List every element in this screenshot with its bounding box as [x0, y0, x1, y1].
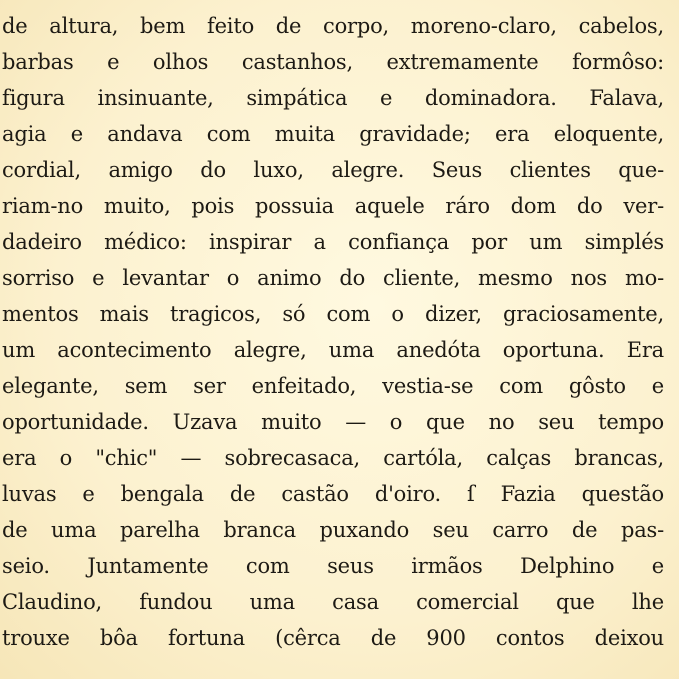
text-line: luvas e bengala de castão d'oiro. ſ Fazia questão — [2, 482, 664, 506]
text-line: Claudino, fundou uma casa comercial que lhe — [2, 590, 664, 614]
text-line: mentos mais tragicos, só com o dizer, graciosamente, — [2, 302, 664, 326]
text-line: agia e andava com muita gravidade; era eloquente, — [2, 122, 664, 146]
text-line: elegante, sem ser enfeitado, vestia-se com gôsto e — [2, 374, 664, 398]
text-line: trouxe bôa fortuna (cêrca de 900 contos deixou — [2, 626, 664, 650]
text-line: era o "chic" — sobrecasaca, cartóla, calças brancas, — [2, 446, 664, 470]
text-line: barbas e olhos castanhos, extremamente formôso: — [2, 50, 664, 74]
text-line: seio. Juntamente com seus irmãos Delphino e — [2, 554, 664, 578]
text-line: sorriso e levantar o animo do cliente, mesmo nos mo- — [2, 266, 664, 290]
text-line: figura insinuante, simpática e dominadora. Falava, — [2, 86, 664, 110]
text-line: de altura, bem feito de corpo, moreno-claro, cabelos, — [2, 14, 664, 38]
text-line: de uma parelha branca puxando seu carro de pas- — [2, 518, 664, 542]
text-line: dadeiro médico: inspirar a confiança por um simplés — [2, 230, 664, 254]
text-line: oportunidade. Uzava muito — o que no seu tempo — [2, 410, 664, 434]
text-line: riam-no muito, pois possuia aquele ráro dom do ver- — [2, 194, 664, 218]
text-line: cordial, amigo do luxo, alegre. Seus clientes que- — [2, 158, 664, 182]
text-line: um acontecimento alegre, uma anedóta oportuna. Era — [2, 338, 664, 362]
